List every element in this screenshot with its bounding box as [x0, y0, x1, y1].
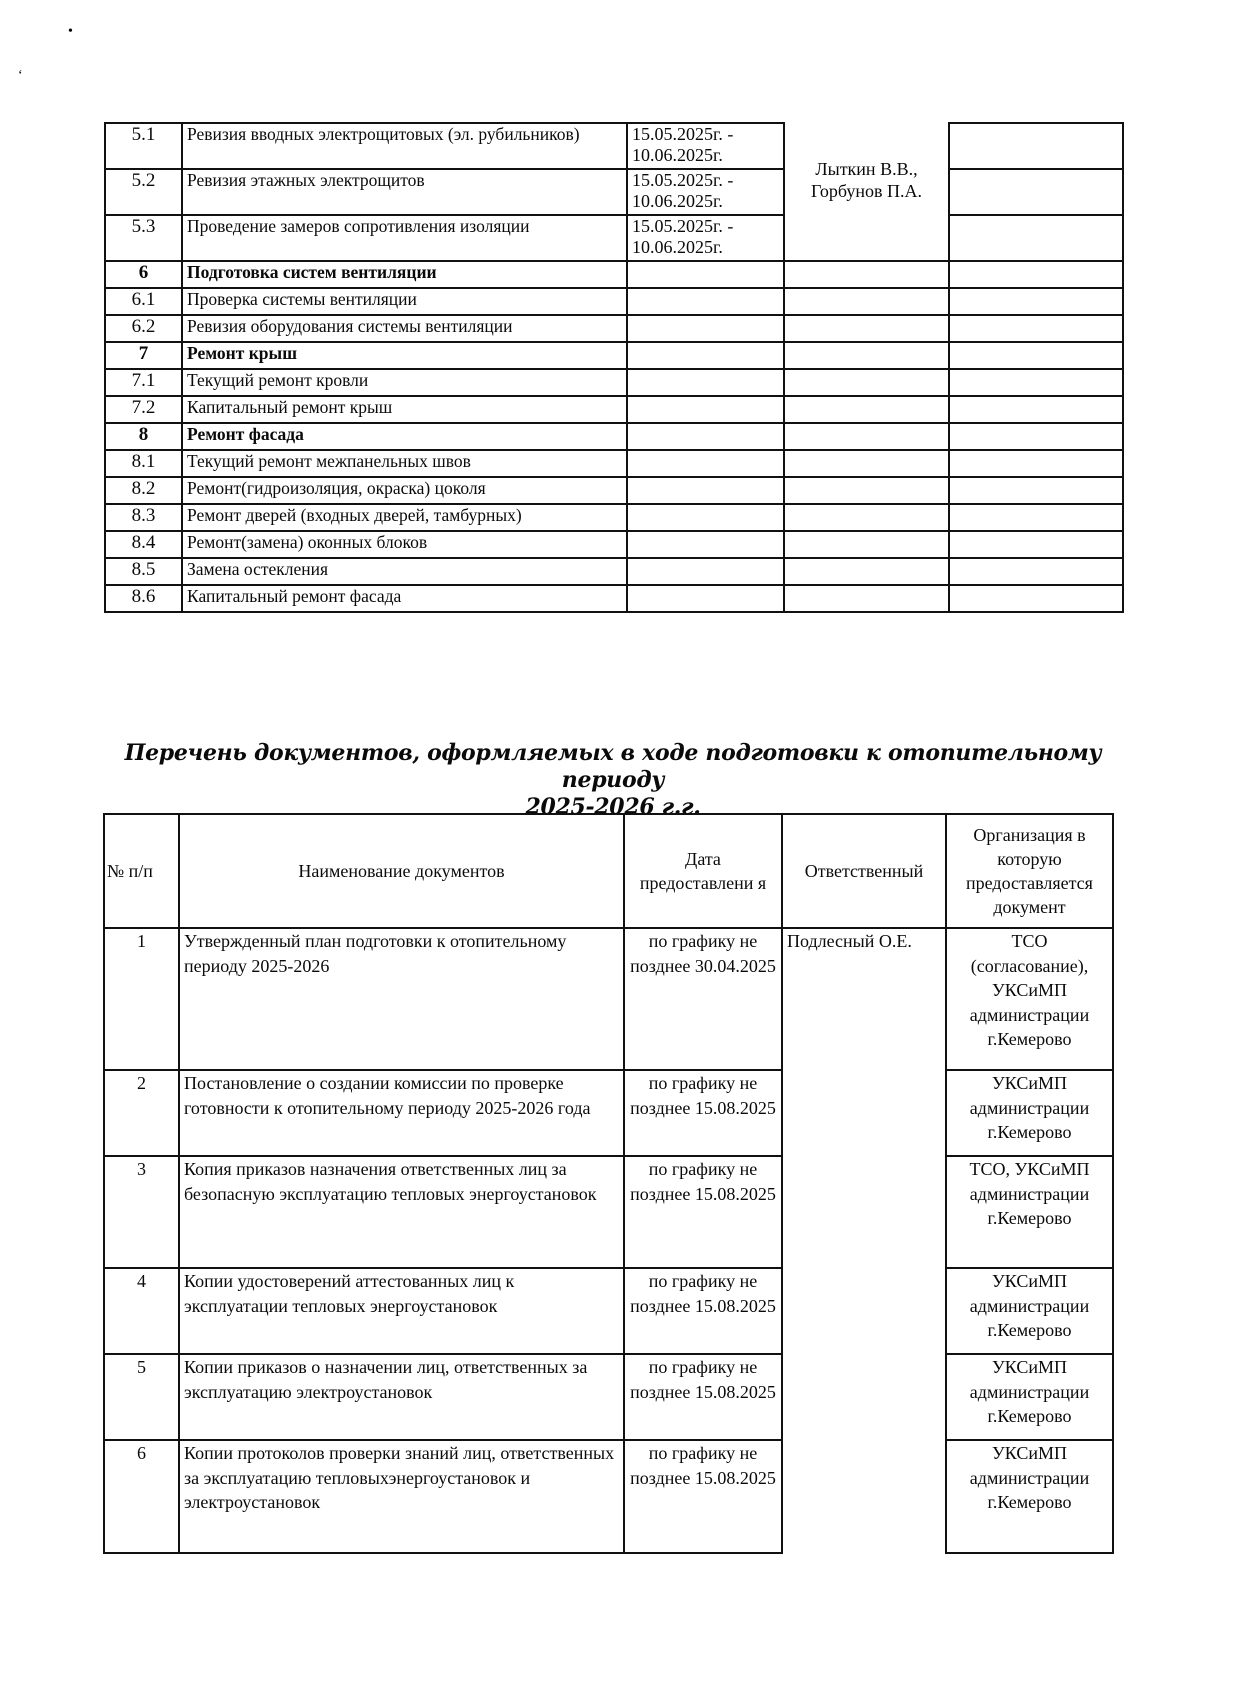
- table-row: [105, 450, 1123, 477]
- table-row: [105, 531, 1123, 558]
- work-name: Ремонт дверей (входных дверей, тамбурных): [182, 504, 627, 531]
- table-row: [105, 504, 1123, 531]
- row-number: 8: [105, 423, 182, 450]
- row-number: 8.5: [105, 558, 182, 585]
- row-number: 1: [104, 928, 179, 1070]
- row-number: 8.6: [105, 585, 182, 612]
- work-name: Ревизия оборудования системы вентиляции: [182, 315, 627, 342]
- document-date: по графику не позднее 15.08.2025: [624, 1268, 782, 1354]
- header-responsible: Ответственный: [782, 814, 946, 928]
- empty-cell: [949, 215, 1123, 261]
- table-row: [104, 1156, 1113, 1268]
- empty-cell: [627, 288, 784, 315]
- work-name: Замена остекления: [182, 558, 627, 585]
- empty-cell: [784, 477, 949, 504]
- section-title-line-2: 2025-2026 г.г.: [525, 794, 701, 820]
- table-row: [104, 1440, 1113, 1553]
- empty-cell: [949, 558, 1123, 585]
- empty-cell: [949, 315, 1123, 342]
- row-number: 6: [104, 1440, 179, 1553]
- empty-cell: [949, 450, 1123, 477]
- document-date: по графику не позднее 30.04.2025: [624, 928, 782, 1070]
- documents-table: [103, 813, 1114, 1554]
- document-date: по графику не позднее 15.08.2025: [624, 1354, 782, 1440]
- table-row: [104, 1268, 1113, 1354]
- empty-cell: [627, 342, 784, 369]
- recipient-organization: УКСиМП администрации г.Кемерово: [946, 1070, 1113, 1156]
- empty-cell: [949, 369, 1123, 396]
- empty-cell: [627, 558, 784, 585]
- empty-cell: [949, 504, 1123, 531]
- table-row: [105, 169, 1123, 215]
- row-number: 7: [105, 342, 182, 369]
- responsible-person: Подлесный О.Е.: [782, 928, 946, 1553]
- empty-cell: [949, 531, 1123, 558]
- document-name: Копии приказов о назначении лиц, ответственных за эксплуатацию электроустановок: [179, 1354, 624, 1440]
- date-to: 10.06.2025г.: [632, 237, 723, 257]
- work-name: Проведение замеров сопротивления изоляции: [182, 215, 627, 261]
- document-name: Копии протоколов проверки знаний лиц, ответственных за эксплуатацию тепловыхэнергоустановок и электроустановок: [179, 1440, 624, 1553]
- empty-cell: [627, 396, 784, 423]
- row-number: 7.1: [105, 369, 182, 396]
- document-name: Копии удостоверений аттестованных лиц к эксплуатации тепловых энергоустановок: [179, 1268, 624, 1354]
- work-name: Ремонт(гидроизоляция, окраска) цоколя: [182, 477, 627, 504]
- scan-speck: ‘: [18, 68, 23, 83]
- section-row: [105, 342, 1123, 369]
- table-row: [105, 215, 1123, 261]
- empty-cell: [784, 369, 949, 396]
- empty-cell: [784, 342, 949, 369]
- table-row: [105, 558, 1123, 585]
- empty-cell: [949, 288, 1123, 315]
- recipient-organization: УКСиМП администрации г.Кемерово: [946, 1268, 1113, 1354]
- recipient-organization: УКСиМП администрации г.Кемерово: [946, 1354, 1113, 1440]
- empty-cell: [949, 477, 1123, 504]
- scan-speck: •: [68, 24, 73, 39]
- row-number: 8.2: [105, 477, 182, 504]
- section-row: [105, 423, 1123, 450]
- table-row: [105, 585, 1123, 612]
- row-number: 6.1: [105, 288, 182, 315]
- work-dates: [627, 169, 784, 215]
- empty-cell: [627, 369, 784, 396]
- empty-cell: [627, 477, 784, 504]
- section-row: [105, 261, 1123, 288]
- empty-cell: [949, 261, 1123, 288]
- row-number: 5.3: [105, 215, 182, 261]
- work-dates: [627, 123, 784, 169]
- date-from: 15.05.2025г. -: [632, 124, 734, 144]
- row-number: 6: [105, 261, 182, 288]
- row-number: 5: [104, 1354, 179, 1440]
- table-row: [105, 315, 1123, 342]
- table-row: [105, 369, 1123, 396]
- table-row: [104, 928, 1113, 1070]
- work-name: Текущий ремонт кровли: [182, 369, 627, 396]
- row-number: 5.1: [105, 123, 182, 169]
- work-dates: [627, 215, 784, 261]
- empty-cell: [784, 396, 949, 423]
- date-to: 10.06.2025г.: [632, 191, 723, 211]
- empty-cell: [627, 261, 784, 288]
- table-row: [104, 1354, 1113, 1440]
- table-row: [105, 288, 1123, 315]
- date-from: 15.05.2025г. -: [632, 216, 734, 236]
- document-name: Постановление о создании комиссии по проверке готовности к отопительному периоду 2025-2026 года: [179, 1070, 624, 1156]
- document-name: Копия приказов назначения ответственных лиц за безопасную эксплуатацию тепловых энергоустановок: [179, 1156, 624, 1268]
- date-from: 15.05.2025г. -: [632, 170, 734, 190]
- empty-cell: [949, 423, 1123, 450]
- row-number: 7.2: [105, 396, 182, 423]
- empty-cell: [949, 123, 1123, 169]
- header-date: Дата предоставлени я: [624, 814, 782, 928]
- work-name: Ревизия вводных электрощитовых (эл. рубильников): [182, 123, 627, 169]
- work-name: Капитальный ремонт фасада: [182, 585, 627, 612]
- document-date: по графику не позднее 15.08.2025: [624, 1156, 782, 1268]
- header-row: [104, 814, 1113, 928]
- header-number: № п/п: [104, 814, 179, 928]
- empty-cell: [784, 585, 949, 612]
- work-name: Капитальный ремонт крыш: [182, 396, 627, 423]
- row-number: 8.4: [105, 531, 182, 558]
- table-row: [104, 1070, 1113, 1156]
- work-name: Ремонт(замена) оконных блоков: [182, 531, 627, 558]
- row-number: 2: [104, 1070, 179, 1156]
- empty-cell: [627, 315, 784, 342]
- empty-cell: [784, 423, 949, 450]
- row-number: 3: [104, 1156, 179, 1268]
- empty-cell: [784, 531, 949, 558]
- empty-cell: [784, 261, 949, 288]
- work-name: Текущий ремонт межпанельных швов: [182, 450, 627, 477]
- empty-cell: [949, 169, 1123, 215]
- document-date: по графику не позднее 15.08.2025: [624, 1070, 782, 1156]
- row-number: 4: [104, 1268, 179, 1354]
- empty-cell: [784, 315, 949, 342]
- empty-cell: [784, 450, 949, 477]
- recipient-organization: ТСО, УКСиМП администрации г.Кемерово: [946, 1156, 1113, 1268]
- table-row: [105, 477, 1123, 504]
- header-organization: Организация в которую предоставляется документ: [946, 814, 1113, 928]
- table-row: [105, 396, 1123, 423]
- work-name: Ревизия этажных электрощитов: [182, 169, 627, 215]
- work-name: Проверка системы вентиляции: [182, 288, 627, 315]
- table-row: [105, 123, 1123, 169]
- empty-cell: [784, 558, 949, 585]
- row-number: 6.2: [105, 315, 182, 342]
- work-plan-table: [104, 122, 1124, 613]
- empty-cell: [784, 504, 949, 531]
- empty-cell: [627, 531, 784, 558]
- empty-cell: [949, 585, 1123, 612]
- row-number: 8.3: [105, 504, 182, 531]
- recipient-organization: ТСО (согласование), УКСиМП администрации г.Кемерово: [946, 928, 1113, 1070]
- document-date: по графику не позднее 15.08.2025: [624, 1440, 782, 1553]
- empty-cell: [627, 504, 784, 531]
- empty-cell: [784, 288, 949, 315]
- section-name: Ремонт фасада: [182, 423, 627, 450]
- empty-cell: [949, 342, 1123, 369]
- empty-cell: [627, 585, 784, 612]
- section-name: Ремонт крыш: [182, 342, 627, 369]
- row-number: 5.2: [105, 169, 182, 215]
- document-name: Утвержденный план подготовки к отопительному периоду 2025-2026: [179, 928, 624, 1070]
- section-title: [104, 740, 1122, 821]
- date-to: 10.06.2025г.: [632, 145, 723, 165]
- empty-cell: [949, 396, 1123, 423]
- empty-cell: [627, 450, 784, 477]
- section-title-line-1: Перечень документов, оформляемых в ходе подготовки к отопительному периоду: [124, 740, 1102, 793]
- empty-cell: [627, 423, 784, 450]
- section-name: Подготовка систем вентиляции: [182, 261, 627, 288]
- recipient-organization: УКСиМП администрации г.Кемерово: [946, 1440, 1113, 1553]
- header-document-name: Наименование документов: [179, 814, 624, 928]
- responsible-persons: Лыткин В.В., Горбунов П.А.: [784, 123, 949, 261]
- row-number: 8.1: [105, 450, 182, 477]
